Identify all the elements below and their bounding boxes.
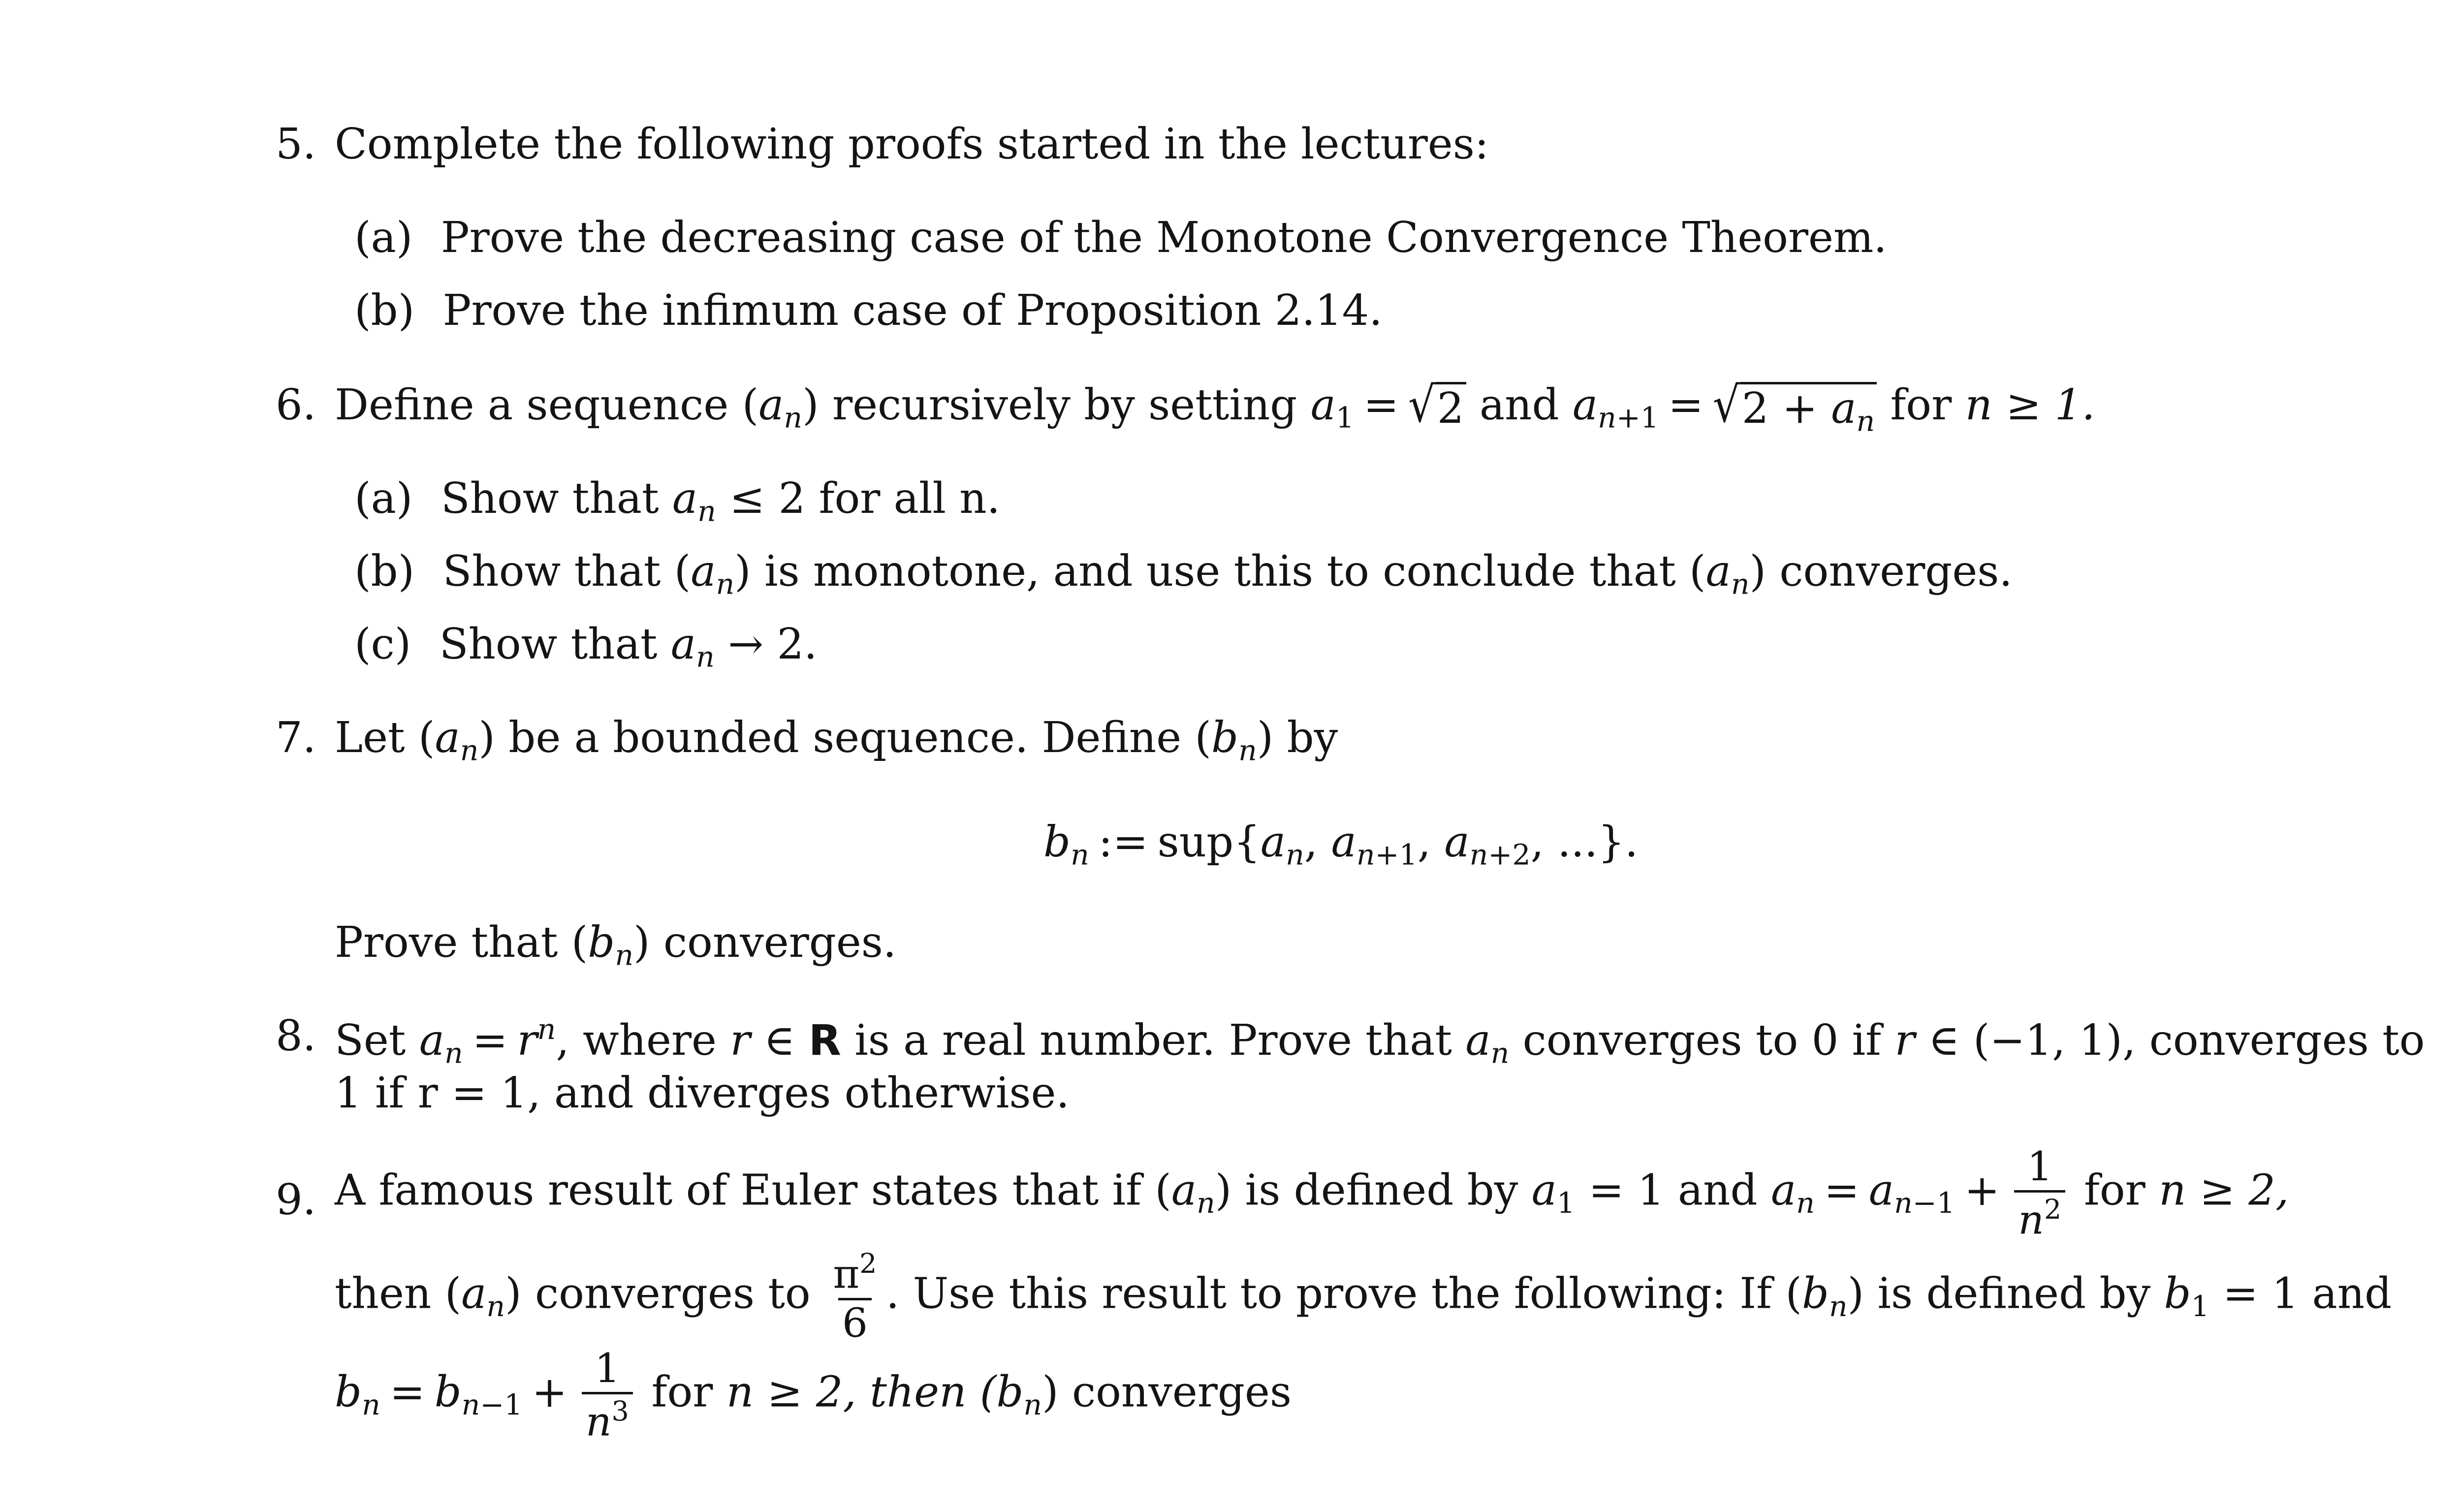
problem-5-intro (276, 120, 1489, 169)
problem-6-number: 6. (276, 380, 316, 430)
problem-5-number: 5. (276, 120, 316, 169)
problem-5-text: Complete the following proofs started in the lectures: (335, 120, 1489, 169)
problem-8-line-1 (276, 1011, 2425, 1070)
problem-6a-text: Show that $a_n \le 2$ for all n. (441, 474, 1001, 528)
fraction-one-over-n-cubed: $\frac{1}{n^3}$ (582, 1349, 633, 1442)
problem-6b-text: Show that $(a_n)$ is monotone, and use this to conclude that $(a_n)$ converges. (442, 547, 2013, 601)
problem-8-number: 8. (276, 1011, 316, 1061)
part-label: (b) (354, 547, 415, 596)
problem-7-text: Let $(a_n)$ be a bounded sequence. Define $(b_n)$ by (335, 713, 1338, 767)
problem-6c (354, 620, 818, 674)
part-label: (c) (354, 620, 411, 669)
problem-8-text: Set $a_n = r^n$, where r ∈ R is a real number. Prove that $a_n$ converges to 0 if r ∈ (−1, 1), converges to (335, 1012, 2425, 1070)
problem-6-text: Define a sequence $(a_n)$ recursively by setting a1 = √ 2 and $a_n+1$ = √ $2 + a_n$ for n ≥ 1. (335, 377, 2095, 438)
problem-6c-text: Show that $a_n \to 2$. (439, 620, 818, 674)
problem-5b (354, 286, 1383, 335)
problem-9-line-3: $b_n = b_n-1$ + $\frac{1}{n^3}$ for n ≥ 2, then $(b_n)$ converges (335, 1345, 1292, 1446)
part-label: (a) (354, 474, 413, 523)
fraction-pi-squared-over-six: $\frac{\pi^2}{6}$ (833, 1248, 877, 1347)
part-label: (b) (354, 286, 415, 335)
problem-9-number: 9. (276, 1175, 316, 1225)
problem-7-intro (276, 713, 1338, 767)
problem-9-line-2: then $(a_n)$ converges to $\frac{\pi^2}{6}$ . Use this result to prove the following: If $(b_n)$ is defined by b1 = 1 and (335, 1248, 2392, 1347)
problem-6a (354, 474, 1001, 528)
problem-5b-text: Prove the infimum case of Proposition 2.14. (442, 286, 1383, 335)
problem-7-display-equation: $b_n$ := $sup\{a_n$, $a_n+1$, $a_n+2$, ...}. (1043, 818, 1639, 872)
problem-7-conclusion: Prove that $(b_n)$ converges. (335, 918, 897, 972)
problem-9-text: A famous result of Euler states that if $(a_n)$ is defined by a1 = 1 and $a_n = a_n-1$ + $\frac{1}{n^2}$ for n ≥ 2, (335, 1143, 2289, 1244)
problem-6b (354, 547, 2013, 601)
problem-5a-text: Prove the decreasing case of the Monotone Convergence Theorem. (441, 213, 1887, 262)
fraction-one-over-n-squared: $\frac{1}{n^2}$ (2014, 1147, 2065, 1240)
problem-7-number: 7. (276, 713, 316, 762)
part-label: (a) (354, 213, 413, 262)
problem-5a (354, 213, 1887, 262)
problem-6-intro (276, 377, 2095, 438)
problem-8-line-2: 1 if r = 1, and diverges otherwise. (335, 1069, 1070, 1118)
